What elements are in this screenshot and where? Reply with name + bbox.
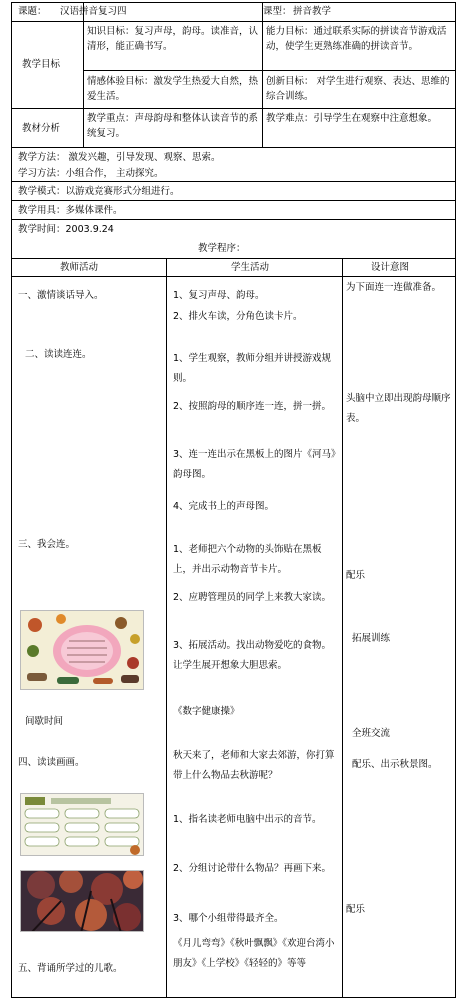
student-e1: 《月儿弯弯》《秋叶飘飘》《欢迎台湾小朋友》《上学校》《轻轻的》等等 [173, 938, 335, 969]
course-value: 汉语拼音复习四 [60, 6, 127, 17]
student-d0: 秋天来了，老师和大家去郊游，你打算带上什么物品去秋游呢？ [173, 750, 335, 781]
col-teacher-header: 教师活动 [60, 262, 99, 273]
goals-label: 教学目标 [22, 59, 61, 70]
student-b2: 2、按照韵母的顺序连一连，拼一拼。 [173, 401, 332, 412]
emotion-goal: 情感体验目标：激发学生热爱大自然，热爱生活。 [87, 76, 259, 102]
teaching-tools: 教学用具：多媒体课件。 [18, 205, 123, 216]
type-label: 课型： [263, 6, 292, 17]
teacher-step-1: 一、激情谈话导入。 [18, 290, 104, 301]
student-c1: 1、老师把六个动物的头饰贴在黑板上，并出示动物音节卡片。 [173, 544, 322, 575]
design-d: 拓展训练 [352, 633, 391, 644]
teacher-step-4: 四、读读画画。 [18, 757, 85, 768]
type-value: 拼音教学 [293, 6, 332, 17]
animals-match-illustration [21, 611, 144, 690]
difficulty-point: 教学难点：引导学生在观察中注意想象。 [266, 113, 438, 124]
key-point: 教学重点：声母韵母和整体认读音节的系统复习。 [87, 113, 259, 139]
autumn-tree-picture [20, 870, 144, 932]
student-b1: 1、学生观察，教师分组并讲授游戏规则。 [173, 353, 332, 384]
analysis-label: 教材分析 [22, 123, 61, 134]
student-b3: 3、连一连出示在黑板上的图片《河马》韵母图。 [173, 449, 336, 480]
teaching-mode: 教学模式：以游戏竞赛形式分组进行。 [18, 186, 180, 197]
teaching-method: 教学方法： 激发兴趣，引导发现、观察、思索。 [18, 152, 221, 163]
teacher-step-5: 五、背诵所学过的儿歌。 [18, 963, 123, 974]
teaching-time: 教学时间：2003.9.24 [18, 224, 114, 235]
teacher-step-3: 三、我会连。 [18, 539, 76, 550]
design-a: 为下面连一连做准备。 [346, 282, 442, 293]
student-a1: 1、复习声母、韵母。 [173, 290, 265, 301]
student-c4: 《数字健康操》 [173, 706, 240, 717]
design-f: 配乐、出示秋景图。 [352, 759, 438, 770]
ability-goal: 能力目标：通过联系实际的拼读音节游戏活动，使学生更熟练准确的拼读音节。 [266, 26, 447, 52]
knowledge-goal: 知识目标：复习声母，韵母。读准音，认清形，能正确书写。 [87, 26, 259, 52]
student-d2: 2、分组讨论带什么物品？再画下来。 [173, 863, 332, 874]
course-label: 课题： [18, 6, 47, 17]
design-e: 全班交流 [352, 728, 391, 739]
student-a2: 2、排火车读，分角色读卡片。 [173, 311, 303, 322]
student-c2: 2、应聘管理员的同学上来教大家读。 [173, 592, 332, 603]
syllable-cards-illustration [21, 794, 144, 856]
autumn-tree-illustration [21, 871, 144, 932]
col-design-header: 设计意图 [371, 262, 410, 273]
animals-match-picture [20, 610, 144, 690]
procedure-title: 教学程序： [198, 243, 246, 254]
learning-method: 学习方法：小组合作， 主动探究。 [18, 168, 164, 179]
design-b: 头脑中立即出现韵母顺序表。 [346, 393, 451, 424]
break-time: 间歇时间 [25, 716, 64, 727]
syllable-cards-picture [20, 793, 144, 856]
student-b4: 4、完成书上的声母图。 [173, 501, 275, 512]
design-c: 配乐 [346, 570, 366, 581]
innovation-goal: 创新目标： 对学生进行观察、表达、思维的综合训练。 [266, 76, 450, 102]
col-student-header: 学生活动 [231, 262, 270, 273]
design-g: 配乐 [346, 904, 366, 915]
student-d3: 3、哪个小组带得最齐全。 [173, 913, 284, 924]
student-c3: 3、拓展活动。找出动物爱吃的食物。让学生展开想象大胆思索。 [173, 640, 332, 671]
teacher-step-2: 二、读读连连。 [25, 349, 92, 360]
student-d1: 1、指名读老师电脑中出示的音节。 [173, 814, 322, 825]
